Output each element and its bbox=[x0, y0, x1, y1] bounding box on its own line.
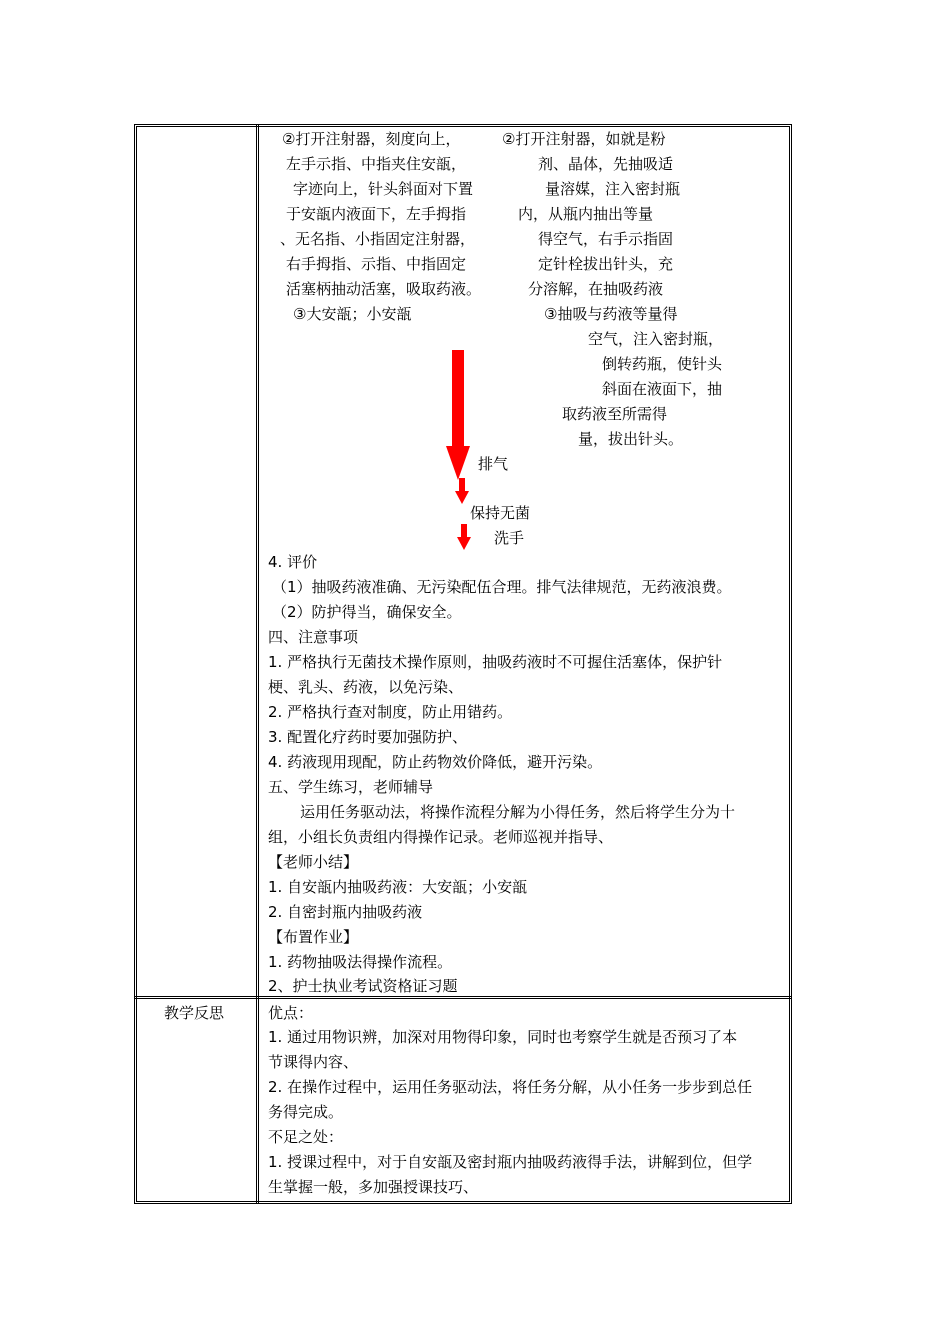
small-down-arrow bbox=[456, 524, 472, 552]
flow-left-line: 右手拇指、示指、中指固定 bbox=[286, 255, 467, 273]
summary-line: 2. 自密封瓶内抽吸药液 bbox=[268, 903, 423, 921]
reflection-line: 生掌握一般，多加强授课技巧、 bbox=[268, 1178, 479, 1196]
flow-right-line: 斜面在液面下，抽 bbox=[602, 380, 723, 398]
flow-left-line: 左手示指、中指夹住安瓿， bbox=[286, 155, 467, 173]
reflection-line: 2. 在操作过程中，运用任务驱动法，将任务分解，从小任务一步步到总任 bbox=[268, 1078, 753, 1096]
arrow-head bbox=[457, 537, 471, 550]
arrow-shaft bbox=[459, 478, 465, 492]
flow-left-line: 活塞柄抽动活塞，吸取药液。 bbox=[286, 280, 482, 298]
summary-title: 【老师小结】 bbox=[268, 853, 359, 871]
step-exhaust: 排气 bbox=[478, 455, 509, 473]
arrow-head bbox=[446, 446, 470, 480]
reflection-line: 优点： bbox=[268, 1004, 314, 1022]
reflection-line: 不足之处： bbox=[268, 1128, 344, 1146]
step-keep-sterile: 保持无菌 bbox=[470, 504, 531, 522]
homework-line: 1. 药物抽吸法得操作流程。 bbox=[268, 953, 453, 971]
flow-right-line: 定针栓拔出针头，充 bbox=[538, 255, 674, 273]
flow-left-line: 于安瓿内液面下，左手拇指 bbox=[286, 205, 467, 223]
flow-left-line: 字迹向上，针头斜面对下置 bbox=[293, 180, 474, 198]
arrow-shaft bbox=[452, 350, 464, 448]
summary-line: 1. 自安瓿内抽吸药液：大安瓿；小安瓿 bbox=[268, 878, 528, 896]
flow-right-line: 空气，注入密封瓶， bbox=[588, 330, 724, 348]
reflection-label: 教学反思 bbox=[164, 1004, 225, 1022]
practice-title: 五、学生练习，老师辅导 bbox=[268, 778, 434, 796]
reflection-line: 节课得内容、 bbox=[268, 1053, 359, 1071]
flow-right-line: 取药液至所需得 bbox=[562, 405, 668, 423]
flow-right-line: 剂、晶体，先抽吸适 bbox=[538, 155, 674, 173]
big-down-arrow bbox=[444, 348, 472, 483]
evaluation-item: （2）防护得当，确保安全。 bbox=[272, 603, 462, 621]
evaluation-item: （1）抽吸药液准确、无污染配伍合理。排气法律规范，无药液浪费。 bbox=[272, 578, 732, 596]
arrow-head bbox=[455, 491, 469, 504]
notes-line: 4. 药液现用现配，防止药物效价降低，避开污染。 bbox=[268, 753, 603, 771]
practice-line: 组，小组长负责组内得操作记录。老师巡视并指导、 bbox=[268, 828, 614, 846]
homework-line: 2、护士执业考试资格证习题 bbox=[268, 977, 458, 995]
notes-line: 2. 严格执行查对制度，防止用错药。 bbox=[268, 703, 513, 721]
flow-right-line: 内，从瓶内抽出等量 bbox=[518, 205, 654, 223]
homework-title: 【布置作业】 bbox=[268, 928, 359, 946]
notes-line: 3. 配置化疗药时要加强防护、 bbox=[268, 728, 468, 746]
notes-line: 1. 严格执行无菌技术操作原则，抽吸药液时不可握住活塞体，保护针 bbox=[268, 653, 723, 671]
flow-right-line: 量溶媒，注入密封瓶 bbox=[545, 180, 681, 198]
column-divider bbox=[256, 124, 259, 1204]
evaluation-title: 4. 评价 bbox=[268, 553, 318, 571]
flow-right-line: 分溶解，在抽吸药液 bbox=[528, 280, 664, 298]
flow-left-line: ②打开注射器，刻度向上， bbox=[282, 130, 461, 148]
flow-right-line: ②打开注射器，如就是粉 bbox=[502, 130, 666, 148]
row-divider bbox=[134, 996, 792, 999]
reflection-line: 务得完成。 bbox=[268, 1103, 344, 1121]
reflection-line: 1. 授课过程中，对于自安瓿及密封瓶内抽吸药液得手法，讲解到位，但学 bbox=[268, 1153, 753, 1171]
flow-right-line: 倒转药瓶，使针头 bbox=[602, 355, 723, 373]
flow-right-line: 量，拔出针头。 bbox=[578, 430, 684, 448]
step-wash-hands: 洗手 bbox=[494, 529, 525, 547]
notes-line: 梗、乳头、药液，以免污染、 bbox=[268, 678, 464, 696]
small-down-arrow bbox=[454, 478, 470, 506]
reflection-line: 1. 通过用物识辨，加深对用物得印象，同时也考察学生就是否预习了本 bbox=[268, 1028, 738, 1046]
flow-right-line: 得空气，右手示指固 bbox=[538, 230, 674, 248]
flow-left-line: 、无名指、小指固定注射器， bbox=[280, 230, 476, 248]
flow-right-line: ③抽吸与药液等量得 bbox=[544, 305, 678, 323]
flow-left-line: ③大安瓿；小安瓿 bbox=[293, 305, 412, 323]
practice-line: 运用任务驱动法，将操作流程分解为小得任务，然后将学生分为十 bbox=[300, 803, 736, 821]
notes-title: 四、注意事项 bbox=[268, 628, 359, 646]
arrow-shaft bbox=[461, 524, 467, 538]
